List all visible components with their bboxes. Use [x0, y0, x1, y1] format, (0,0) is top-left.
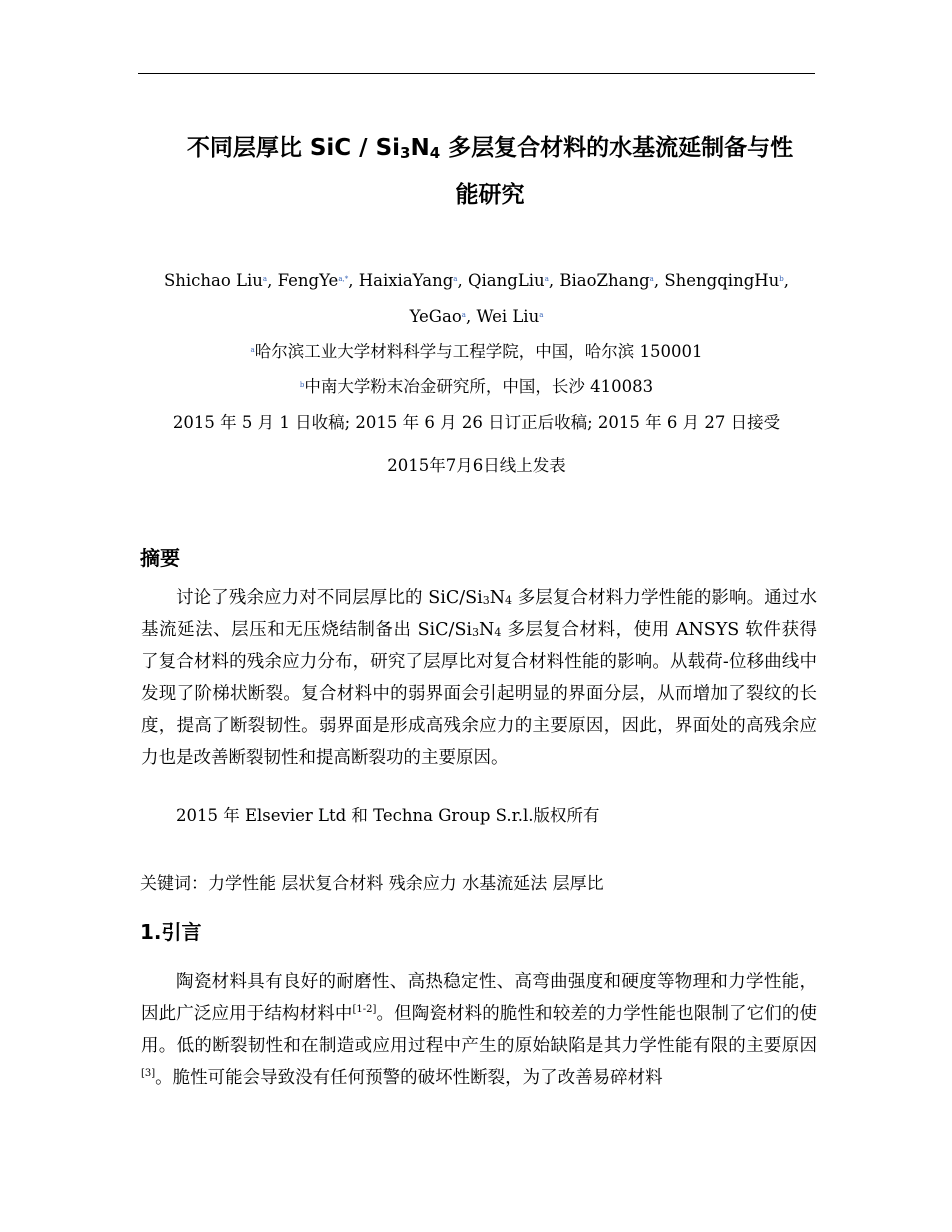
received-dates: 2015 年 5 月 1 日收稿; 2015 年 6 月 26 日订正后收稿; 2015 年 6 月 27 日接受: [172, 413, 781, 432]
author-list-line1: Shichao Liu$^a$, FengYe$^{a,*}$, HaixiaYang$^a$, QiangLiu$^a$, BiaoZhang$^a$, ShengqingHu$^b$,: [163, 271, 790, 290]
author-name: ShengqingHu: [664, 271, 780, 290]
author-name: BiaoZhang: [559, 271, 650, 290]
section-heading-introduction: 1.引言: [140, 920, 202, 944]
citation-ref[interactable]: [1-2]: [352, 1004, 377, 1015]
header-rule: [138, 73, 815, 74]
keywords-line: 关键词：力学性能 层状复合材料 残余应力 水基流延法 层厚比: [140, 874, 604, 894]
author-name: Wei Liu: [476, 307, 540, 326]
affiliation-b: $^b$中南大学粉末冶金研究所，中国，长沙 410083: [299, 377, 654, 396]
author-name: HaixiaYang: [358, 271, 454, 290]
paper-title: 不同层厚比 SiC / $Si_3N_4$ 多层复合材料的水基流延制备与性 能研究: [186, 135, 794, 208]
online-date: 2015年7月6日线上发表: [387, 456, 566, 475]
affiliation-a: $^a$哈尔滨工业大学材料科学与工程学院，中国，哈尔滨 150001: [250, 342, 703, 361]
author-name: YeGao: [409, 307, 462, 326]
author-list-line2: YeGao$^a$, Wei Liu$^a$: [409, 307, 544, 326]
citation-ref[interactable]: [3]: [141, 1068, 156, 1079]
introduction-text: 陶瓷材料具有良好的耐磨性、高热稳定性、高弯曲强度和硬度等物理和力学性能，因此广泛应用于结构材料中[1-2]。但陶瓷材料的脆性和较差的力学性能也限制了它们的使用。低的断裂韧性和在制造或应用过程中产生的原始缺陷是其力学性能有限的主要原因[3]。脆性可能会导致没有任何预警的破坏性断裂，为了改善易碎材料: [141, 972, 818, 1088]
author-name: Shichao Liu: [163, 271, 263, 290]
author-name: QiangLiu: [467, 271, 545, 290]
author-name: FengYe: [277, 271, 339, 290]
copyright-notice: 2015 年 Elsevier Ltd 和 Techna Group S.r.l.版权所有: [176, 806, 600, 825]
abstract-heading: 摘要: [140, 546, 180, 570]
abstract-text: 讨论了残余应力对不同层厚比的 SiC/$Si_3N_4$ 多层复合材料力学性能的影响。通过水基流延法、层压和无压烧结制备出 SiC/$Si_3N_4$ 多层复合材料，使用 ANSYS 软件获得了复合材料的残余应力分布，研究了层厚比对复合材料性能的影响。从载荷-位移曲线中发现了阶梯状断裂。复合材料中的弱界面会引起明显的界面分层，从而增加了裂纹的长度，提高了断裂韧性。弱界面是形成高残余应力的主要原因，因此，界面处的高残余应力也是改善断裂韧性和提高断裂功的主要原因。: [141, 588, 817, 768]
